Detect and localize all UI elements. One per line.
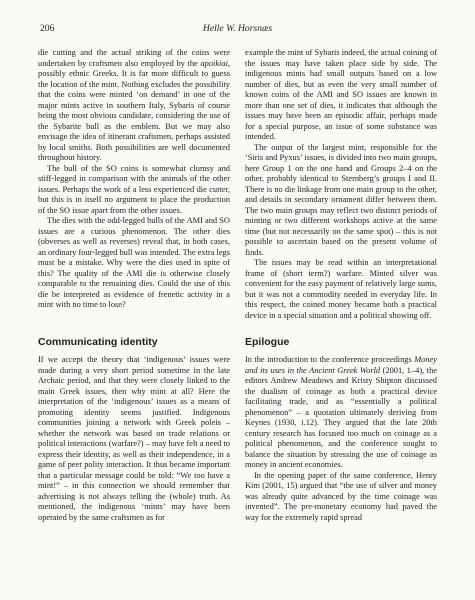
paragraph <box>245 355 437 471</box>
paragraph: The issues may be read within an interpretational frame of (short term?) warfare. Minted silver was convenient for the easy payment of relatively large sums, but it was not a commodity needed in everyday life. In this respect, the coined money became both a practical device in a special situation and a political showing off. <box>245 258 437 320</box>
book-title: Money and its uses in the Ancient Greek World <box>245 355 437 375</box>
italic-term: apoikiai <box>200 58 228 68</box>
section-heading: Communicating identity <box>38 336 158 348</box>
paragraph: The bull of the SO coins is somewhat clumsy and stiff-legged in comparison with the animals of the other issues. Perhaps the work of a less experienced die cutter, but this is in itself no argument to place the production of the SO issue apart from the other issues. <box>38 163 230 215</box>
text-run: (2001, 1–4), the editors Andrew Meadows and Kristy Shipton discussed the dualism of coinage as both a practical device facilitating trade, and as “essentially a political phenomenon” – a quotation ultimately deriving from Keynes (1930, i.12). They argued that the late 20th century research has focused too much on coinage as a political phenomenon, and the conference sought to balance the situation by stressing the use of coinage as money in ancient economies. <box>245 365 438 469</box>
running-head-author: Helle W. Horsnæs <box>202 23 273 34</box>
running-head <box>40 22 435 36</box>
paragraph: example the mint of Sybaris indeed, the actual coining of the issues may have taken place side by side. The indigenous mints had small outputs based on a low number of dies, but as even the very small number of known coins of the AMI and SO issues are known in more than one set of dies, it indicates that although the issues may have been an episodic affair, perhaps made for a special purpose, an issue of some substance was intended. <box>245 48 437 141</box>
paragraph: die cutting and the actual striking of the coins were undertaken by craftsmen also employed by the apoikiai, possibly ethnic Greeks. It is far more difficult to guess the location of the mint. Nothing excludes the possibility that the coins were minted ‘on demand’ in one of the major mints active in southern Italy, Sybaris of course being the most obvious candidate, considering the use of the Sybarite bull as the emblem. But we may also envisage the idea of itinerant craftsmen, perhaps assisted by local smiths. Both possibilities are well documented throughout history. <box>38 48 230 162</box>
text-run: In the introduction to the conference proceedings <box>245 355 415 364</box>
section-heading: Epilogue <box>245 336 290 348</box>
left-column-top <box>38 48 230 311</box>
paragraph: In the opening paper of the same conference, Henry Kim (2001, 15) argued that “the use of silver and money was already quite advanced by the time coinage was invented”. The pre-monetary economy had paved the way for the extremely rapid spread <box>245 470 437 522</box>
paragraph: If we accept the theory that ‘indigenous’ issues were made during a very short period sometime in the late Archaic period, and that they were closely linked to the main Greek issues, then why mint at all? Here the interpretation of the ‘indigenous’ issues as a means of promoting identity seems justified. Indigenous communities joining a network with Greek poleis – whether the network was based on trade relations or political interactions (warfare?) – may have felt a need to express their identity, as well as their independence, in a game of peer polity interaction. It thus became important that a particular message could be told: “We too have a mint!” – in this connection we should remember that advertising is not always telling the (whole) truth. As mentioned, the indigenous ‘mints’ may have been operated by the same craftsmen as for <box>38 355 230 522</box>
paragraph: The dies with the odd-legged bulls of the AMI and SO issues are a curious phenomenon. The other dies (obverses as well as reverses) reveal that, in both cases, an ordinary four-legged bull was intended. The extra legs must be a mistake. Why were the dies used in spite of this? The quality of the AMI die is otherwise closely comparable to the remaining dies. Could the use of this die be interpreted as evidence of frenetic activity in a mint with no time to lose? <box>38 216 231 309</box>
page-number: 206 <box>40 23 55 34</box>
section-epilogue <box>245 336 437 523</box>
right-column-top <box>245 48 437 321</box>
section-communicating-identity <box>38 336 230 523</box>
paragraph: The output of the largest mint, responsible for the ‘Siris and Pyxus’ issues, is divided into two main groups, here Group 1 on the one hand and Groups 2–4 on the other, probably identical to Sternberg’s groups I and II. There is no die linkage from one main group to the other, and details in secondary ornament differ between them. The two main groups may reflect two distinct periods of minting or two different workshops active at the same time (but not necessarily on the same spot) – this is not possible to ascertain based on the present volume of finds. <box>245 142 437 257</box>
